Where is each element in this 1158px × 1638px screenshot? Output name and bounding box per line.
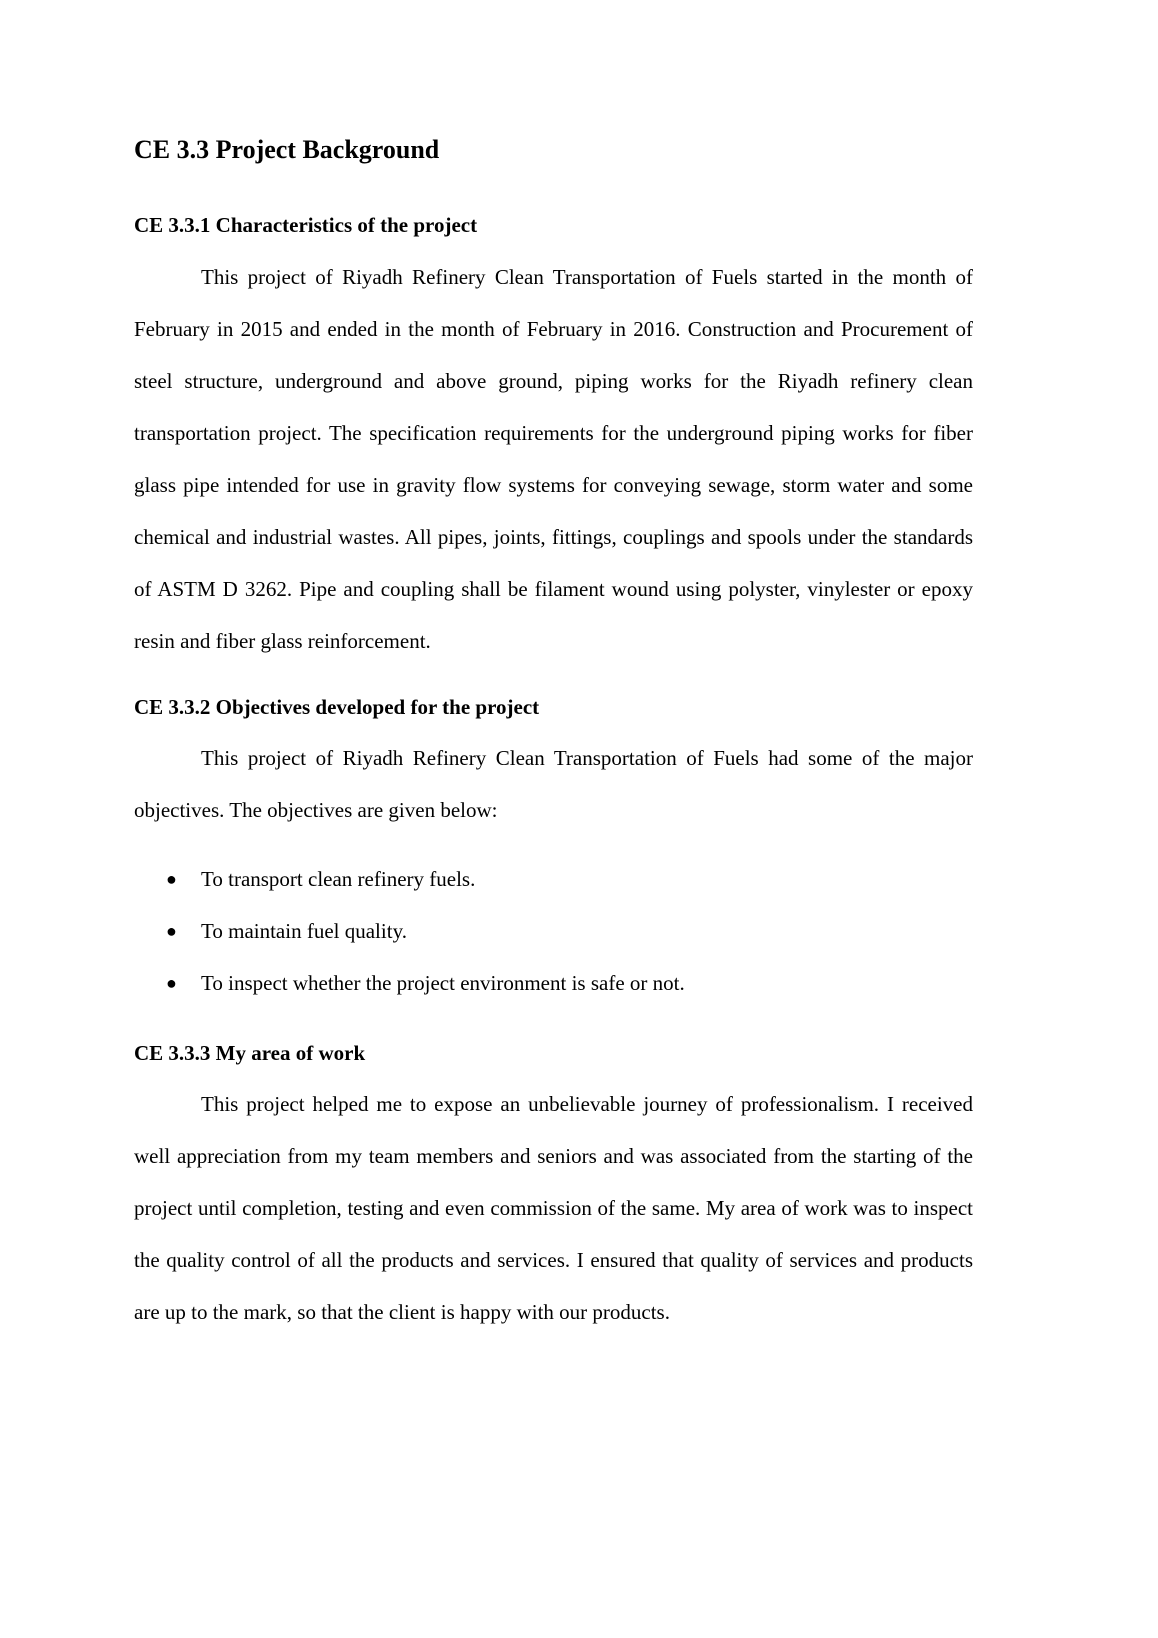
list-item: [134, 905, 973, 957]
list-item: [134, 957, 973, 1009]
paragraph-area-of-work: This project helped me to expose an unbelievable journey of professionalism. I received well appreciation from my team members and seniors and was associated from the starting of the project until completion, testing and even commission of the same. My area of work was to inspect the quality control of all the products and services. I ensured that quality of services and products are up to the mark, so that the client is happy with our products.: [134, 1092, 973, 1324]
section-heading-characteristics: CE 3.3.1 Characteristics of the project: [134, 213, 478, 237]
list-item-text: To maintain fuel quality.: [201, 919, 407, 943]
bullet-icon: ●: [166, 921, 177, 941]
section-heading-area-of-work: CE 3.3.3 My area of work: [134, 1041, 366, 1065]
list-item-text: To inspect whether the project environment is safe or not.: [201, 971, 685, 995]
paragraph-characteristics: This project of Riyadh Refinery Clean Transportation of Fuels started in the month of February in 2015 and ended in the month of February in 2016. Construction and Procurement of steel structure, underground and above ground, piping works for the Riyadh refinery clean transportation project. The specification requirements for the underground piping works for fiber glass pipe intended for use in gravity flow systems for conveying sewage, storm water and some chemical and industrial wastes. All pipes, joints, fittings, couplings and spools under the standards of ASTM D 3262. Pipe and coupling shall be filament wound using polyster, vinylester or epoxy resin and fiber glass reinforcement.: [134, 265, 973, 653]
paragraph-objectives: This project of Riyadh Refinery Clean Transportation of Fuels had some of the major objectives. The objectives are given below:: [134, 746, 973, 822]
list-item-text: To transport clean refinery fuels.: [201, 867, 476, 891]
section-heading-objectives: CE 3.3.2 Objectives developed for the project: [134, 695, 540, 719]
page-title: CE 3.3 Project Background: [134, 135, 440, 164]
bullet-icon: ●: [166, 869, 177, 889]
list-item: [134, 853, 973, 905]
bullet-icon: ●: [166, 973, 177, 993]
objectives-list: [134, 853, 973, 1009]
